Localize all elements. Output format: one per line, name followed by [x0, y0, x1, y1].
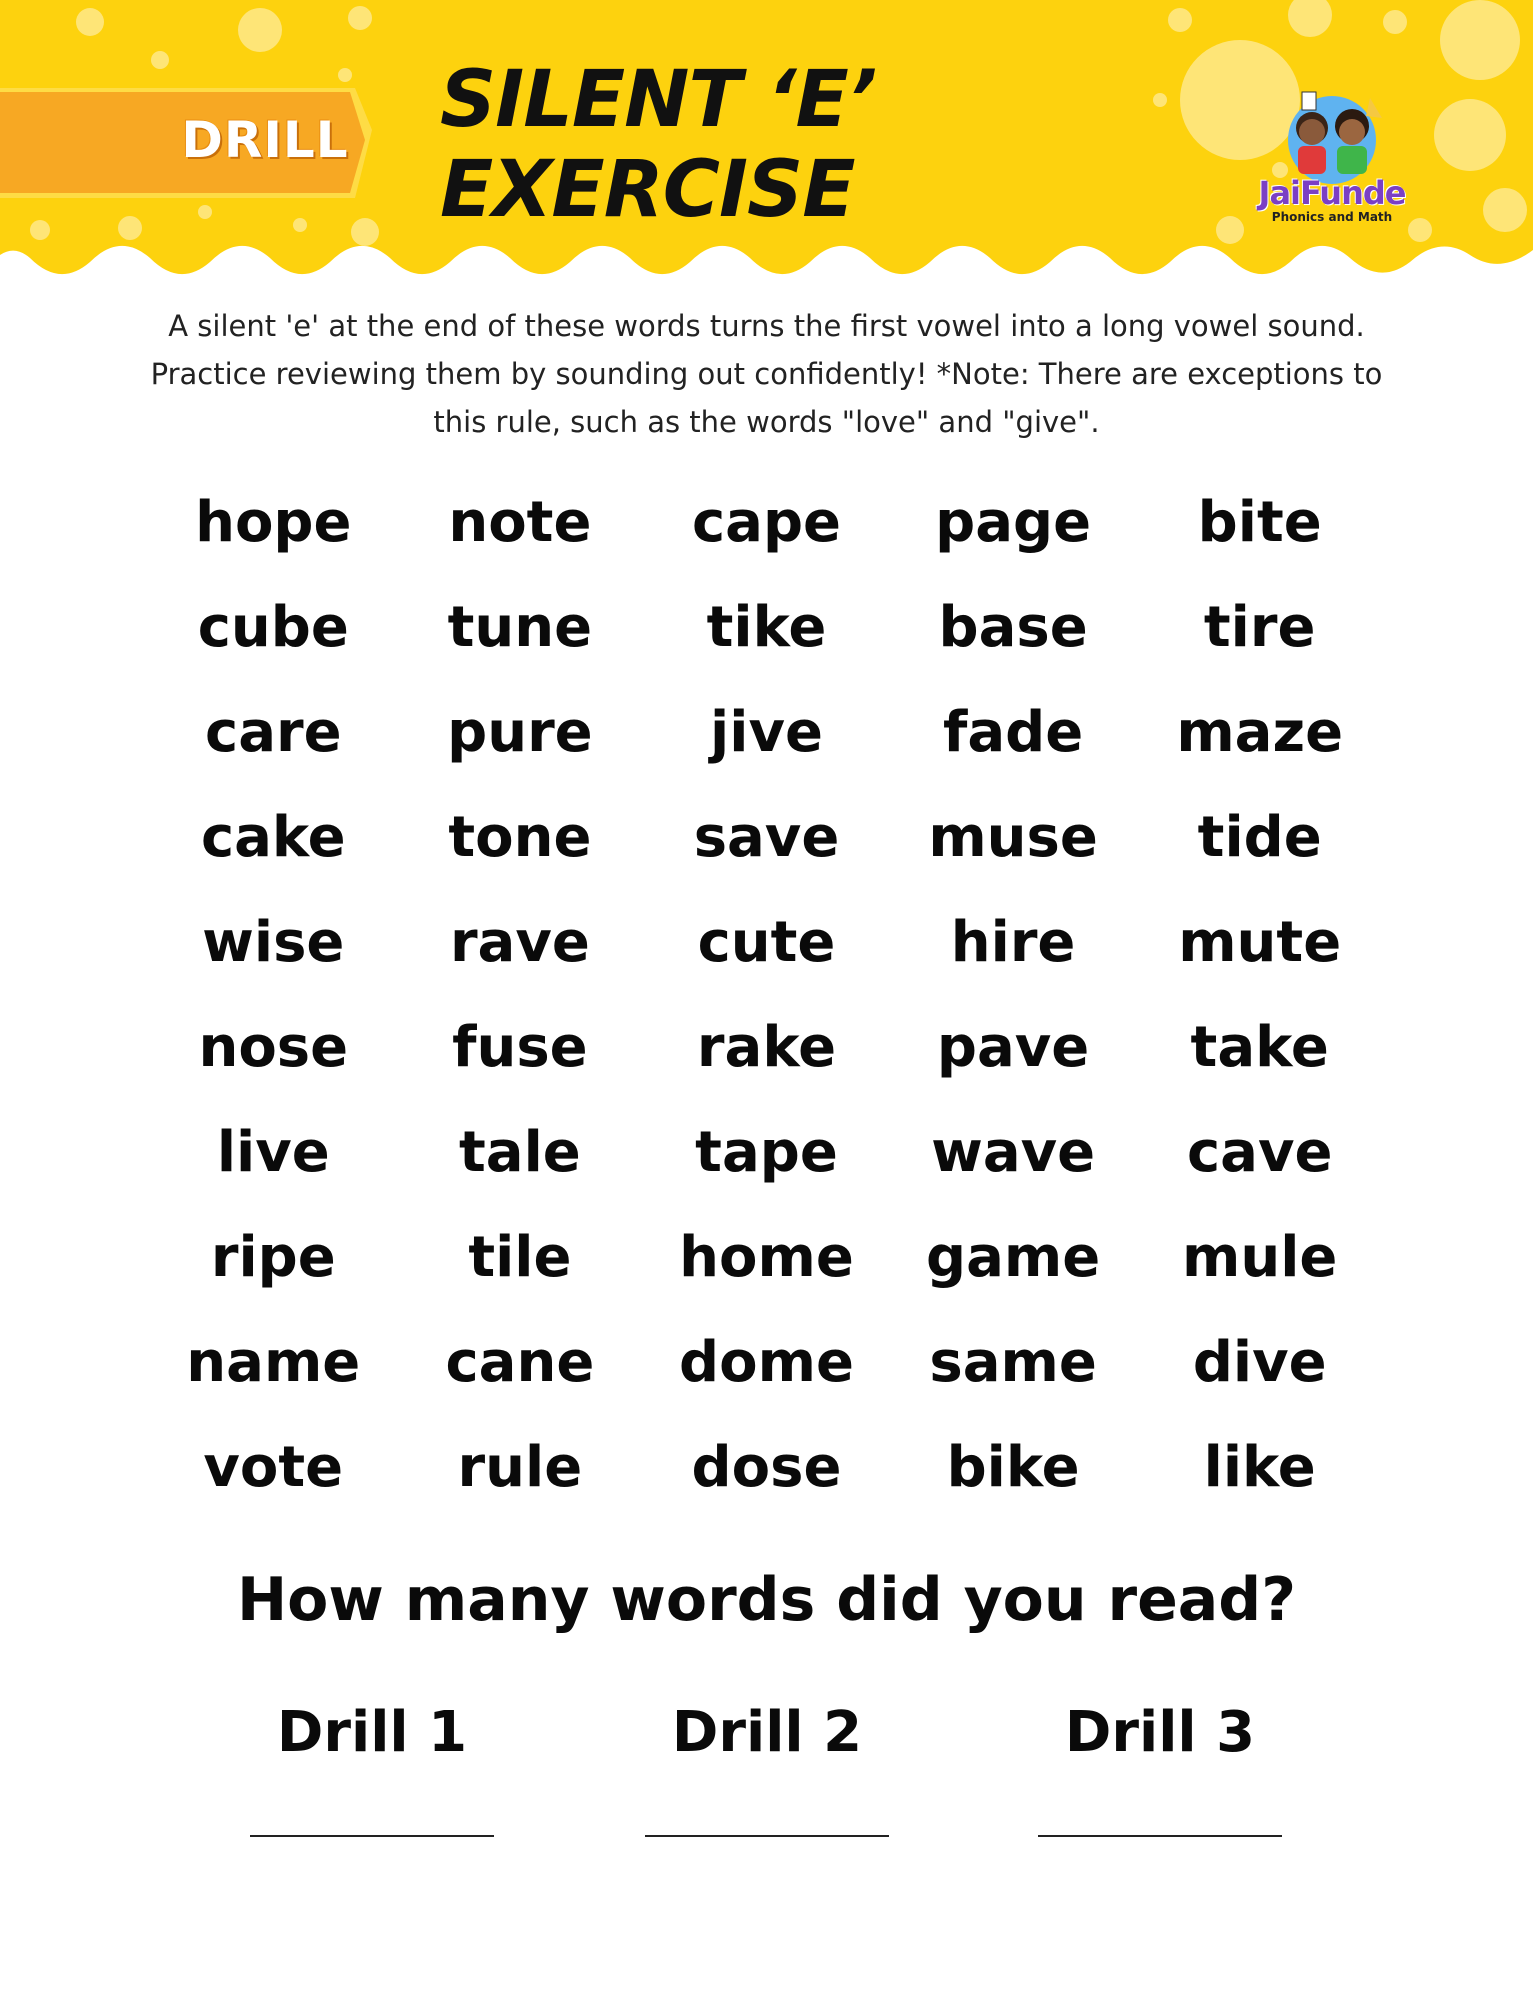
word: cake [200, 805, 346, 870]
drill-3-label: Drill 3 [1064, 1700, 1256, 1765]
word: hire [950, 910, 1076, 975]
word: mute [1178, 910, 1342, 975]
word: tale [459, 1120, 581, 1185]
page-title: SILENT ‘E’ EXERCISE [440, 55, 877, 235]
word: tile [468, 1225, 572, 1290]
word: name [186, 1330, 361, 1395]
instructions: A silent 'e' at the end of these words turns the first vowel into a long vowel sound. Practice reviewing them by sounding out confidently! *Note: There are exceptions to this rule, such as the words "love" and "give". [150, 309, 1383, 439]
word: same [929, 1330, 1097, 1395]
word: fade [942, 700, 1084, 765]
word: wave [931, 1120, 1096, 1185]
word: hope [195, 490, 352, 555]
drill-3-section [1030, 1700, 1290, 1765]
word: rave [449, 910, 590, 975]
word: cave [1186, 1120, 1333, 1185]
logo-tagline: Phonics and Math [1271, 210, 1393, 224]
word: nose [198, 1015, 349, 1080]
word: dose [691, 1435, 842, 1500]
word: vote [203, 1435, 344, 1500]
logo-text: JaiFunde [1258, 174, 1406, 212]
drill-1-section [242, 1700, 502, 1765]
word: live [216, 1120, 330, 1185]
word: tape [695, 1120, 838, 1185]
logo [1242, 88, 1422, 228]
word: maze [1176, 700, 1344, 765]
word: take [1190, 1015, 1329, 1080]
word: wise [202, 910, 345, 975]
word: care [205, 700, 342, 765]
word: cute [697, 910, 836, 975]
word: tire [1203, 595, 1316, 660]
word: muse [928, 805, 1098, 870]
word: game [925, 1225, 1101, 1290]
word: cube [197, 595, 349, 660]
word: pure [447, 700, 593, 765]
word: pave [936, 1015, 1090, 1080]
word: page [935, 490, 1092, 555]
word: jive [710, 700, 823, 765]
word: dome [679, 1330, 854, 1395]
drill-1-label: Drill 1 [276, 1700, 468, 1765]
word: tone [448, 805, 592, 870]
word: note [448, 490, 592, 555]
drill-2-section [637, 1700, 897, 1765]
header-banner [0, 0, 1533, 290]
word: base [938, 595, 1088, 660]
word: tike [706, 595, 827, 660]
drill-tag: DRILL [181, 111, 349, 169]
word: dive [1192, 1330, 1327, 1395]
word: bike [946, 1435, 1080, 1500]
drill-1-answer-line[interactable] [250, 1835, 494, 1837]
word: rule [457, 1435, 583, 1500]
drill-2-label: Drill 2 [671, 1700, 863, 1765]
word: cape [691, 490, 842, 555]
word-grid [150, 470, 1383, 1520]
drill-3-answer-line[interactable] [1038, 1835, 1282, 1837]
word: save [693, 805, 840, 870]
drill-2-answer-line[interactable] [645, 1835, 889, 1837]
word: mule [1181, 1225, 1338, 1290]
word: ripe [210, 1225, 336, 1290]
word: cane [445, 1330, 595, 1395]
word: rake [696, 1015, 837, 1080]
word: tune [447, 595, 593, 660]
word: home [679, 1225, 854, 1290]
word: fuse [452, 1015, 588, 1080]
word: bite [1197, 490, 1322, 555]
word: tide [1197, 805, 1322, 870]
question-heading: How many words did you read? [236, 1565, 1297, 1635]
word: like [1203, 1435, 1316, 1500]
